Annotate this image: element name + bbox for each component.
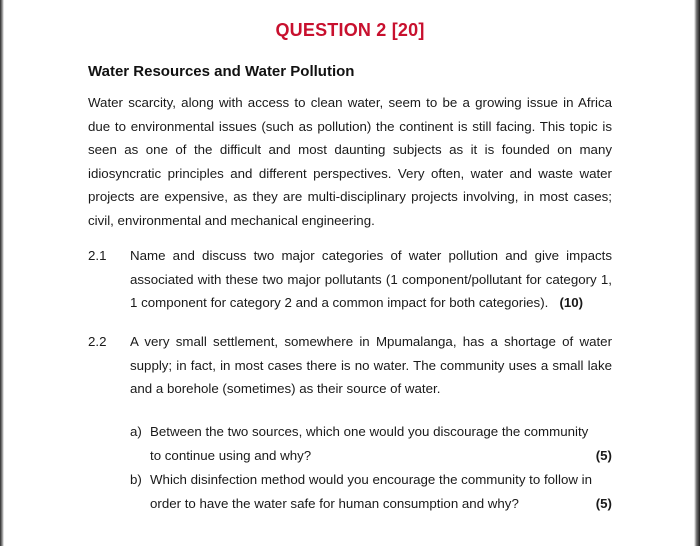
sub-question-marks: (5) xyxy=(595,447,612,463)
question-text: A very small settlement, somewhere in Mpumalanga, has a shortage of water supply; in fact, in most cases there is no water. The community uses a small lake and a borehole (sometimes) as their source of water. xyxy=(130,334,612,397)
question-number: 2.2 xyxy=(88,334,107,349)
question-text xyxy=(130,244,612,315)
sub-question-text xyxy=(150,468,612,515)
sub-question-marks: (5) xyxy=(595,495,612,511)
sub-question-letter: a) xyxy=(130,424,142,439)
sub-question-letter: b) xyxy=(130,472,142,487)
sub-question-text xyxy=(150,420,612,467)
page-edge-left-shadow xyxy=(0,0,4,546)
page-edge-right-shadow xyxy=(694,0,700,546)
question-marks: (10) xyxy=(559,295,584,311)
sub-question-line: Which disinfection method would you encourage the community to follow in xyxy=(150,472,592,487)
question-title: QUESTION 2 [20] xyxy=(275,20,425,40)
sub-question-line-text: order to have the water safe for human consumption and why? xyxy=(150,495,519,511)
section-heading: Water Resources and Water Pollution xyxy=(88,63,355,80)
question-number: 2.1 xyxy=(88,248,107,263)
intro-paragraph: Water scarcity, along with access to clean water, seem to be a growing issue in Africa due to environmental issues (such as pollution) the continent is still facing. This topic is seen as one of the difficult and most daunting subjects as it is founded on many idiosyncratic principles and different perspectives. Very often, water and waste water projects are expensive, as they are multi-disciplinary projects involving, in most cases; civil, environmental and mechanical engineering. xyxy=(88,95,612,228)
sub-question-line: Between the two sources, which one would you discourage the community xyxy=(150,424,589,439)
sub-question-line xyxy=(150,492,612,516)
sub-question-line xyxy=(150,444,612,468)
question-body: Name and discuss two major categories of water pollution and give impacts associated with these two major pollutants (1 component/pollutant for category 1, 1 component for category 2 and a common impact for both categories). xyxy=(130,248,612,311)
sub-question-line-text: to continue using and why? xyxy=(150,447,312,463)
